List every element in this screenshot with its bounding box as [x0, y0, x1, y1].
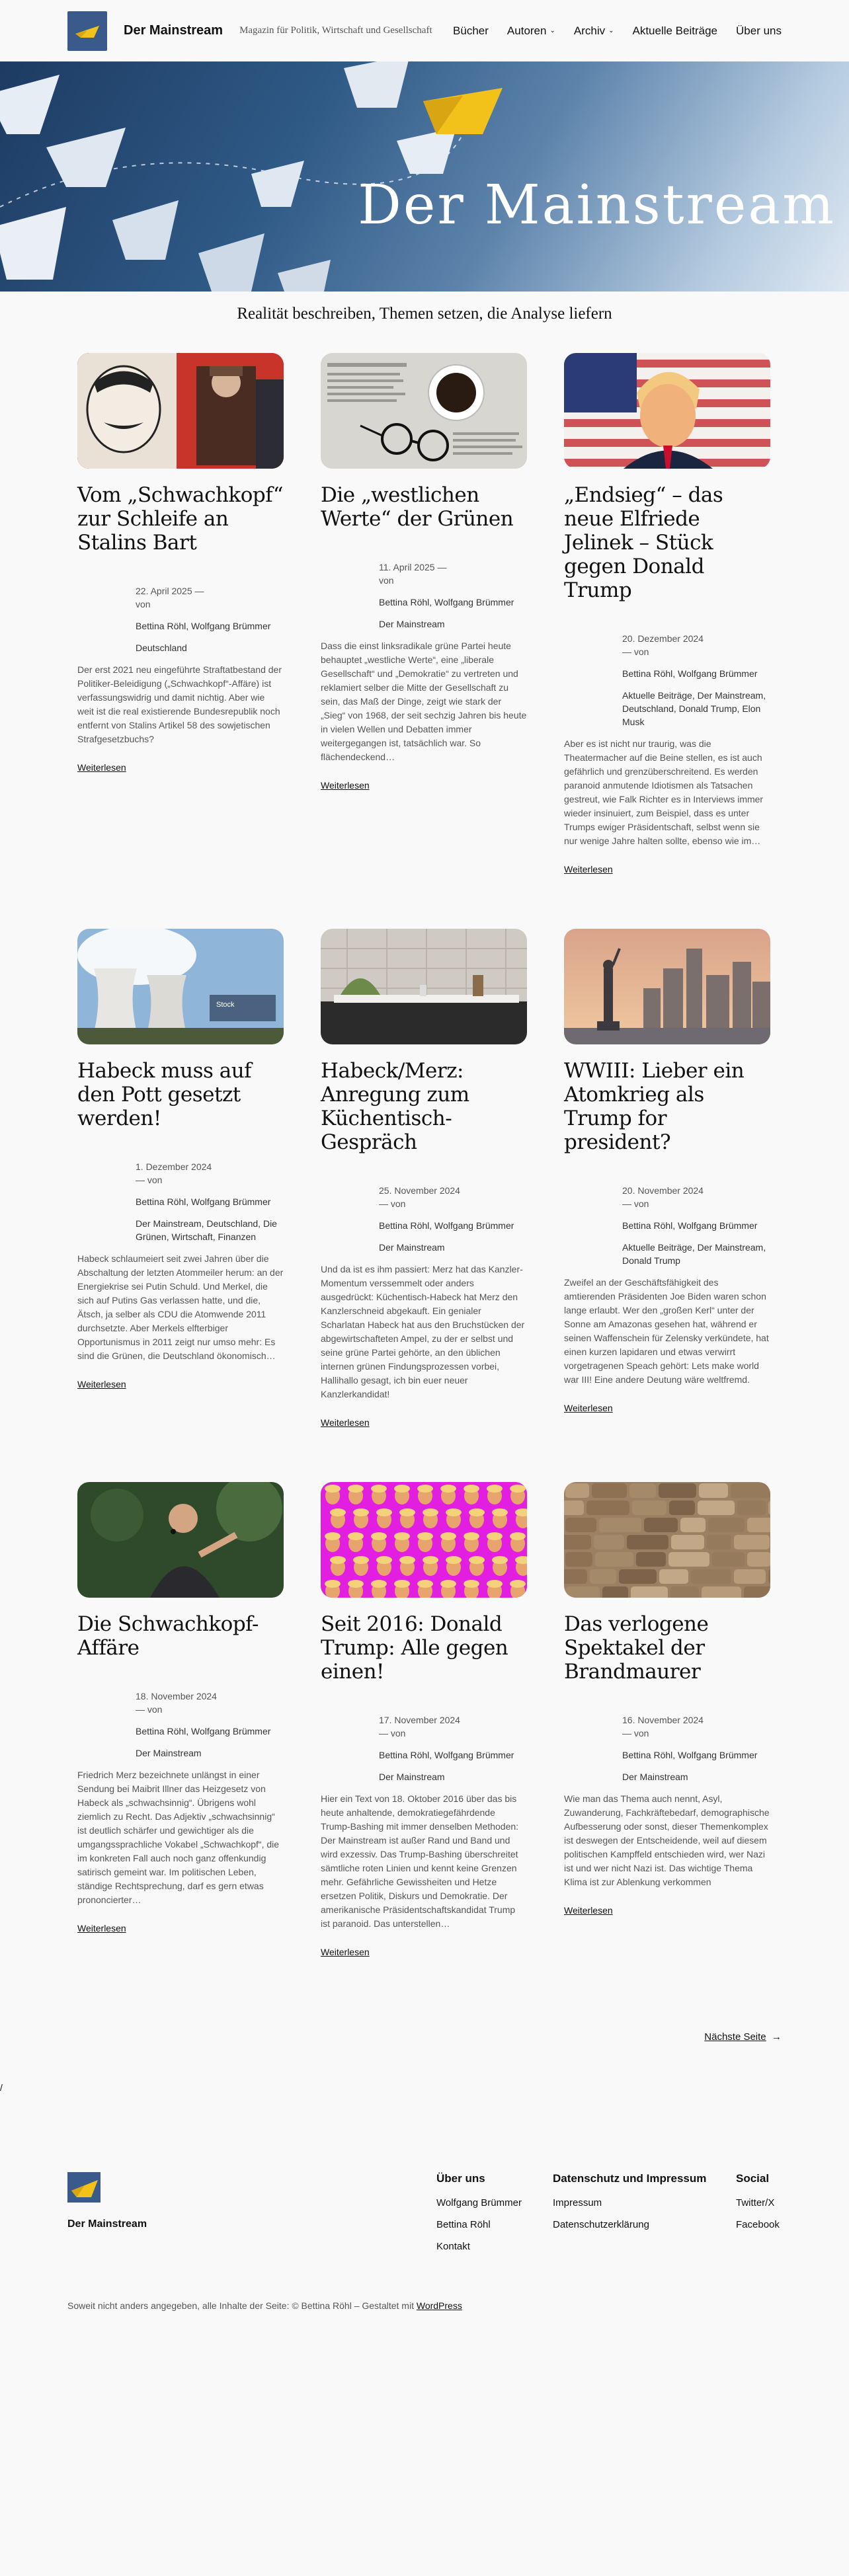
post-card [77, 1482, 284, 1959]
hero-title: Der Mainstream [358, 174, 836, 237]
stalin-poster-image [77, 353, 284, 469]
pagination [0, 2031, 849, 2043]
nav-item-buecher[interactable] [453, 24, 489, 38]
post-authors[interactable]: Bettina Röhl, Wolfgang Brümmer [622, 668, 758, 679]
post-thumbnail[interactable] [321, 353, 527, 469]
footer-heading: Datenschutz und Impressum [553, 2172, 707, 2185]
stray-slash: / [0, 2082, 3, 2093]
post-card [564, 353, 770, 876]
post-von: — von [622, 646, 649, 657]
post-von: — von [622, 1198, 649, 1209]
footer-link[interactable]: Twitter/X [736, 2197, 775, 2208]
post-categories[interactable]: Der Mainstream [379, 619, 445, 629]
site-tagline: Magazin für Politik, Wirtschaft und Gesellschaft [239, 25, 432, 36]
footer-column-ueber-uns [436, 2172, 553, 2263]
post-excerpt: Friedrich Merz bezeichnete unlängst in einer Sendung bei Maibrit Illner das Heizgesetz von Habeck als „schwachsinnig“. Übrigens wohl ziemlich zu Recht. Das Adjektiv „schwachsinnig“ ist deutlich schärfer und gewichtiger als die umgangssprachliche Vokabel „Schwachkopf“, die im konkreten Fall auch noch ganz offenkundig satirisch gemeint war. Im politischen Leben, ständige Rechtsprechung, darf es gern etwas prononcierter… [77, 1770, 280, 1905]
read-more-link[interactable]: Weiterlesen [77, 1923, 126, 1933]
post-authors[interactable]: Bettina Röhl, Wolfgang Brümmer [136, 1726, 271, 1737]
post-von: von [379, 575, 394, 586]
post-categories[interactable]: Der Mainstream [379, 1772, 445, 1782]
footer-logo[interactable] [67, 2172, 101, 2203]
post-excerpt: Hier ein Text von 18. Oktober 2016 über das bis heute anhaltende, demokratiegefährdende Trump-Bashing mit immer denselben Methoden: Der Mainstream ist außer Rand und Band und wird exzessiv. Das Trump-Bashing überschreitet sämtliche roten Linien und kennt keine Grenzen mehr. Gefährliche Gewissheiten und Hetze ersetzen Politik, Diskurs und Demokratie. Der amerikanische Präsidentschaftskandidat Trump ist paranoid. Das unterstellen… [321, 1793, 519, 1929]
post-meta [564, 1184, 770, 1267]
site-header [0, 0, 849, 61]
post-meta [564, 632, 770, 728]
post-title[interactable]: Habeck/Merz: Anregung zum Küchentisch-Gespräch [321, 1059, 469, 1154]
image-caption: Stock [216, 1001, 235, 1009]
footer-link[interactable]: Kontakt [436, 2241, 470, 2252]
post-excerpt: Wie man das Thema auch nennt, Asyl, Zuwanderung, Fachkräftebedarf, demographische Aufbesserung oder sonst, dieser Themenkomplex ist deswegen der Entscheidende, weil auf diesem politischen Kampffeld entschieden wird, wer Nazi ist und wer nicht Nazi ist. Das wichtige Thema Klima ist zur Ablenkung verkommen [564, 1793, 770, 1887]
footer-heading: Über uns [436, 2172, 485, 2185]
site-footer [0, 2093, 849, 2377]
post-excerpt: Aber es ist nicht nur traurig, was die Theatermacher auf die Beine stellen, es ist auch gefährlich und grenzüberschreitend. Es werden paranoid anmutende Idiotismen als Tatsachen gestreut, wie Falk Richter es in Interviews immer wieder insinuiert, zum Beispiel, dass es unter Trumps ewiger Präsidentschaft, selbst wenn sie nur wenige Jahre halten sollte, ebenso wie im… [564, 738, 764, 846]
nav-label: Über uns [736, 24, 782, 37]
read-more-link[interactable]: Weiterlesen [564, 864, 613, 875]
kitchen-table-image [321, 929, 527, 1044]
post-thumbnail[interactable] [77, 1482, 284, 1598]
post-date[interactable]: 18. November 2024 [136, 1691, 217, 1701]
post-von: — von [379, 1198, 406, 1209]
post-title[interactable]: Vom „Schwachkopf“ zur Schleife an Stalins Bart [77, 483, 284, 555]
post-meta [77, 1690, 284, 1760]
chevron-down-icon: ⌄ [549, 27, 555, 34]
footer-site-name[interactable]: Der Mainstream [67, 2218, 147, 2230]
post-card [321, 353, 527, 876]
post-categories[interactable]: Der Mainstream [622, 1772, 688, 1782]
post-thumbnail[interactable] [321, 929, 527, 1044]
post-von: von [136, 599, 151, 609]
nav-item-autoren[interactable] [507, 24, 555, 38]
post-date[interactable]: 20. Dezember 2024 [622, 633, 704, 644]
post-categories[interactable]: Deutschland [136, 643, 187, 653]
post-grid [0, 353, 849, 2011]
post-date[interactable]: 25. November 2024 [379, 1185, 460, 1196]
nav-item-ueber-uns[interactable] [736, 24, 782, 38]
cooling-towers-image [77, 929, 284, 1044]
post-card [321, 1482, 527, 1959]
post-title[interactable]: Habeck muss auf den Pott gesetzt werden! [77, 1059, 252, 1130]
post-title[interactable]: Das verlogene Spektakel der Brandmaurer [564, 1612, 709, 1684]
post-excerpt: Und da ist es ihm passiert: Merz hat das Kanzler-Momentum verssemmelt oder anders ausgedrückt: Küchentisch-Habeck hat Merz den Kanzlerschneid abgekauft. Ein genialer Scharlatan Habeck hat aus den Bruchstücken der abgewirtschafteten Ampel, zu der er selbst und seine grüne Partei gehörte, an den üblichen internen grünen Findungsprozessen vorbei, Hallihallo gesagt, ich bin euer neuer Kanzlerkandidat! [321, 1264, 525, 1399]
post-authors[interactable]: Bettina Röhl, Wolfgang Brümmer [136, 1196, 271, 1207]
arrow-right-icon[interactable]: → [772, 2031, 782, 2043]
nav-label: Bücher [453, 24, 489, 37]
footer-heading: Social [736, 2172, 770, 2185]
post-title[interactable]: Die Schwachkopf-Affäre [77, 1612, 259, 1660]
post-authors[interactable]: Bettina Röhl, Wolfgang Brümmer [379, 1220, 514, 1231]
post-categories[interactable]: Der Mainstream [136, 1748, 202, 1758]
footer-link[interactable]: Facebook [736, 2219, 780, 2230]
chevron-down-icon: ⌄ [608, 27, 614, 34]
nav-label: Archiv [573, 24, 606, 37]
post-von: — von [622, 1728, 649, 1738]
post-thumbnail[interactable] [321, 1482, 527, 1598]
post-date[interactable]: 11. April 2025 — [379, 562, 447, 572]
paper-boat-icon [74, 24, 101, 39]
post-card [321, 929, 527, 1429]
wordpress-link[interactable]: WordPress [416, 2300, 462, 2311]
post-excerpt: Der erst 2021 neu eingeführte Straftatbestand der Politiker-Beleidigung („Schwachkopf“-Affäre) ist verfassungswidrig und damit nichtig. Aber wie weit ist die real existierende Bundesrepublik noch entfernt von Stalins Artikel 58 des sowjetischen Strafgesetzbuchs? [77, 664, 282, 744]
footer-columns [436, 2172, 849, 2263]
post-authors[interactable]: Bettina Röhl, Wolfgang Brümmer [622, 1220, 758, 1231]
footer-link[interactable]: Datenschutzerklärung [553, 2219, 649, 2230]
post-title[interactable]: Die „westlichen Werte“ der Grünen [321, 483, 514, 531]
site-title[interactable]: Der Mainstream [124, 23, 223, 38]
nav-label: Aktuelle Beiträge [632, 24, 718, 37]
footer-column-social [736, 2172, 849, 2263]
read-more-link[interactable]: Weiterlesen [321, 1947, 370, 1957]
post-date[interactable]: 17. November 2024 [379, 1715, 460, 1725]
post-categories[interactable]: Der Mainstream, Deutschland, Die Grünen, Wirtschaft, Finanzen [136, 1218, 277, 1242]
post-authors[interactable]: Bettina Röhl, Wolfgang Brümmer [622, 1750, 758, 1760]
read-more-link[interactable]: Weiterlesen [564, 1905, 613, 1916]
post-meta [321, 1184, 527, 1254]
skyline-liberty-image [564, 929, 770, 1044]
post-title[interactable]: WWIII: Lieber ein Atomkrieg als Trump for president? [564, 1059, 745, 1154]
read-more-link[interactable]: Weiterlesen [321, 780, 370, 791]
post-authors[interactable]: Bettina Röhl, Wolfgang Brümmer [379, 597, 514, 607]
post-title[interactable]: Seit 2016: Donald Trump: Alle gegen einen! [321, 1612, 508, 1684]
post-card [77, 929, 284, 1429]
nav-label: Autoren [506, 24, 547, 37]
post-card [77, 353, 284, 876]
post-thumbnail[interactable] [564, 929, 770, 1044]
footer-link[interactable]: Bettina Röhl [436, 2219, 491, 2230]
post-meta [77, 584, 284, 654]
read-more-link[interactable]: Weiterlesen [77, 762, 126, 773]
post-excerpt: Habeck schlaumeiert seit zwei Jahren über die Abschaltung der letzten Atommeiler herum: an der Energiekrise sei Putin Schuld. Und Merkel, die sich auf Putins Gas verlassen hatte, und die, Ätsch, ja selber als CDU die Atomwende 2011 durchsetzte. Aber Merkels elfterbiger Opportunismus in 2011 zeigt nur umso mehr: Es sind die Grünen, die Deutschland ökonomisch… [77, 1253, 284, 1361]
footer-column-datenschutz [553, 2172, 736, 2263]
footer-link[interactable]: Impressum [553, 2197, 602, 2208]
site-logo[interactable] [67, 11, 107, 51]
copyright-notice [67, 2300, 462, 2311]
nav-item-aktuelle-beitraege[interactable] [632, 24, 717, 38]
trump-pattern-image [321, 1482, 527, 1598]
post-von: — von [136, 1704, 163, 1715]
post-thumbnail[interactable] [77, 929, 284, 1044]
post-meta [321, 561, 527, 631]
footer-link[interactable]: Wolfgang Brümmer [436, 2197, 522, 2208]
post-meta [321, 1713, 527, 1783]
post-meta [564, 1713, 770, 1783]
post-card [564, 929, 770, 1429]
speaker-image [77, 1482, 284, 1598]
read-more-link[interactable]: Weiterlesen [321, 1417, 370, 1428]
post-authors[interactable]: Bettina Röhl, Wolfgang Brümmer [136, 621, 271, 631]
stone-wall-image [564, 1482, 770, 1598]
post-date[interactable]: 20. November 2024 [622, 1185, 704, 1196]
post-meta [77, 1160, 284, 1243]
post-categories[interactable]: Der Mainstream [379, 1242, 445, 1253]
read-more-link[interactable]: Weiterlesen [77, 1379, 126, 1389]
post-title[interactable]: „Endsieg“ – das neue Elfriede Jelinek – Stück gegen Donald Trump [564, 483, 723, 602]
copyright-text: Soweit nicht anders angegeben, alle Inhalte der Seite: © Bettina Röhl – Gestaltet mit [67, 2300, 417, 2311]
post-authors[interactable]: Bettina Röhl, Wolfgang Brümmer [379, 1750, 514, 1760]
post-excerpt: Zweifel an der Geschäftsfähigkeit des amtierenden Präsidenten Joe Biden waren schon lange erlaubt. Wer den „großen Kerl“ unter der Sonne am Amazonas gesehen hat, während er seinen Waffenschein für Zelensky verkündete, hat einen kurzen lapidaren und etwas verwirrt vorgetragenen Speach gehört: Lets make world war III! Eine andere Deutung wäre weltfremd. [564, 1277, 769, 1385]
site-subtitle: Realität beschreiben, Themen setzen, die Analyse liefern [237, 305, 612, 323]
post-excerpt: Dass die einst linksradikale grüne Partei heute behauptet „westliche Werte“, eine „liberale Gesellschaft“ und „Demokratie“ zu vertreten und reklamiert selber die Mitte der Gesellschaft zu sein, das Maß der Dinge, zeigt wie stark der „Sieg“ von 1968, der seit sechzig Jahren bis heute in vielen Wellen und Debatten immer weitergegangen ist, tatsächlich war. So flächendeckend… [321, 641, 527, 762]
main-nav [453, 0, 782, 61]
post-date[interactable]: 16. November 2024 [622, 1715, 704, 1725]
post-thumbnail[interactable] [564, 353, 770, 469]
post-categories[interactable]: Aktuelle Beiträge, Der Mainstream, Deutschland, Donald Trump, Elon Musk [622, 690, 766, 727]
post-card [564, 1482, 770, 1959]
post-thumbnail[interactable] [77, 353, 284, 469]
post-date[interactable]: 22. April 2025 — [136, 586, 204, 596]
nav-item-archiv[interactable] [574, 24, 614, 38]
trump-flag-image [564, 353, 770, 469]
post-date[interactable]: 1. Dezember 2024 [136, 1161, 212, 1172]
post-categories[interactable]: Aktuelle Beiträge, Der Mainstream, Donald Trump [622, 1242, 766, 1266]
post-thumbnail[interactable] [564, 1482, 770, 1598]
post-von: — von [379, 1728, 406, 1738]
post-von: — von [136, 1175, 163, 1185]
newspaper-coffee-image [321, 353, 527, 469]
hero-banner [0, 61, 849, 292]
next-page-link[interactable]: Nächste Seite [704, 2031, 766, 2043]
paper-boat-icon [67, 2172, 101, 2203]
read-more-link[interactable]: Weiterlesen [564, 1403, 613, 1413]
